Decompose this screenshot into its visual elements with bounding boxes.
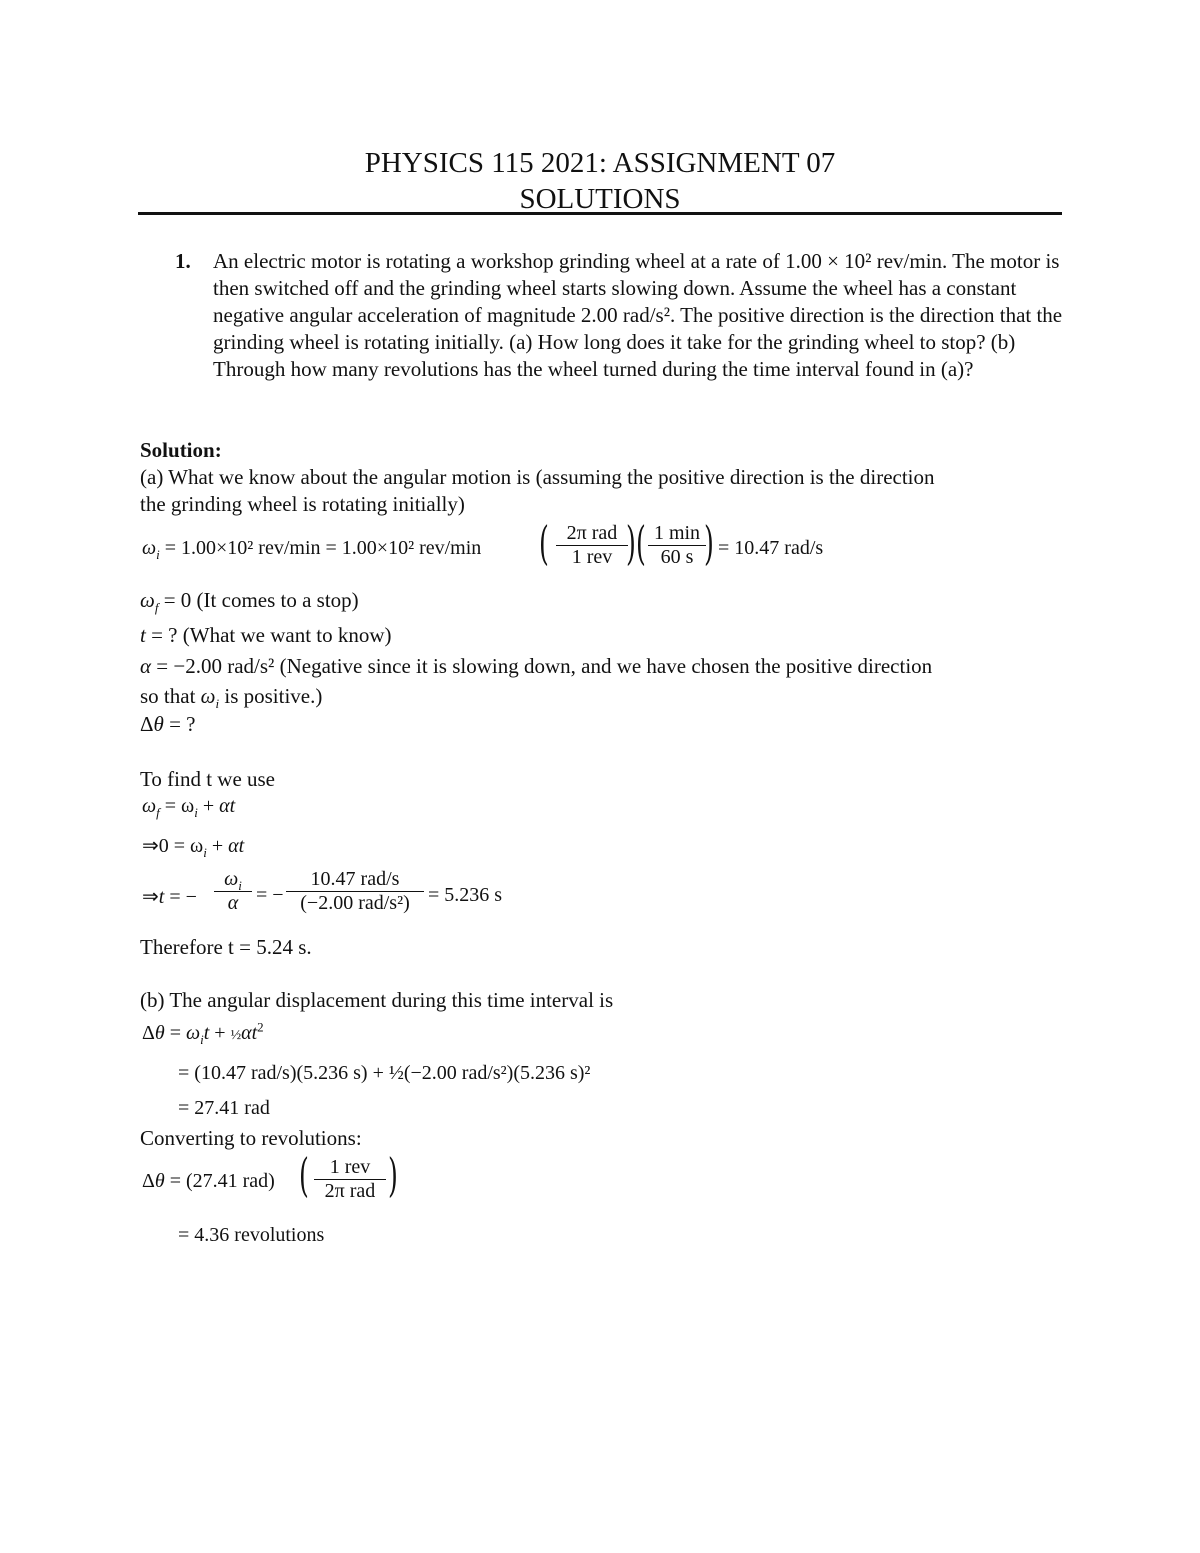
part-a-intro-2: the grinding wheel is rotating initially) [140, 492, 465, 516]
left-paren: ( [636, 516, 646, 570]
dtheta-line: Δθ = ? [140, 712, 196, 736]
t-line: t = ? (What we want to know) [140, 623, 392, 647]
kinematic-equation-2: ⇒0 = $\omega_i + \alpha t$ [142, 835, 245, 860]
right-paren: ) [626, 516, 636, 570]
alpha-line: α = −2.00 rad/s² (Negative since it is slowing down, and we have chosen the positive direction [140, 654, 933, 678]
part-a-intro-1: (a) What we know about the angular motion is (assuming the positive direction is the direction [140, 465, 935, 489]
therefore-line: Therefore t = 5.24 s. [140, 935, 312, 959]
left-paren: ( [299, 1148, 309, 1202]
dtheta-result: = 27.41 rad [178, 1097, 270, 1119]
omega-over-alpha: $\omega_i$ α [214, 868, 252, 915]
revolutions-equation: Δθ = (27.41 rad) [142, 1170, 275, 1192]
t-solve-lhs: ⇒t = − [142, 886, 197, 908]
alpha-line-2: so that $\omega_i$ is positive.) [140, 684, 323, 712]
problem-text: An electric motor is rotating a workshop grinding wheel at a rate of 1.00 × 10² rev/min. The motor is then switched off and the grinding wheel starts slowing down. Assume the wheel has a constant negative angular acceleration of magnitude 2.00 rad/s². The positive direction is the direction that the grinding wheel is rotating initially. (a) How long does it take for the grinding wheel to stop? (b) Through how many revolutions has the wheel turned during the time interval found in (a)? [213, 249, 1063, 381]
document-subtitle: SOLUTIONS [519, 183, 681, 215]
omega-f-line: $\omega_f = 0$ (It comes to a stop) [140, 588, 359, 616]
left-paren: ( [539, 516, 549, 570]
equals-minus: = − [256, 884, 284, 906]
kinematic-equation-1: $\omega_f = \omega_i + \alpha t$ [142, 795, 236, 820]
solution-heading: Solution: [140, 438, 222, 462]
problem-number: 1. [175, 249, 191, 273]
right-paren: ) [704, 516, 714, 570]
converting-line: Converting to revolutions: [140, 1126, 362, 1150]
omega-i-result: = 10.47 rad/s [718, 537, 824, 559]
dtheta-substituted: = (10.47 rad/s)(5.236 s) + ½(−2.00 rad/s²)(5.236 s)² [178, 1062, 591, 1084]
t-result: = 5.236 s [428, 884, 503, 906]
part-b-intro: (b) The angular displacement during this time interval is [140, 988, 614, 1012]
rev-conversion-fraction: 1 rev 2π rad [314, 1156, 386, 1203]
conversion-fraction-2: 1 min 60 s [648, 522, 706, 569]
find-t-line: To find t we use [140, 767, 276, 791]
t-value-fraction: 10.47 rad/s (−2.00 rad/s²) [286, 868, 424, 915]
revolutions-result: = 4.36 revolutions [178, 1224, 325, 1246]
omega-i-equation: $\omega_i = 1.00\times 10^2$ rev/min = 1.00×10² rev/min [142, 537, 482, 562]
right-paren: ) [388, 1148, 398, 1202]
dtheta-equation: $\Delta\theta = \omega_it$ + $\frac{1}{2}\alpha t^2$ [142, 1019, 264, 1047]
omega-i-expression: = 1.00×10² rev/min = 1.00×10² rev/min [164, 537, 482, 559]
title-divider [138, 212, 1062, 215]
document-title: PHYSICS 115 2021: ASSIGNMENT 07 [364, 147, 836, 179]
conversion-fraction-1: 2π rad 1 rev [556, 522, 628, 569]
